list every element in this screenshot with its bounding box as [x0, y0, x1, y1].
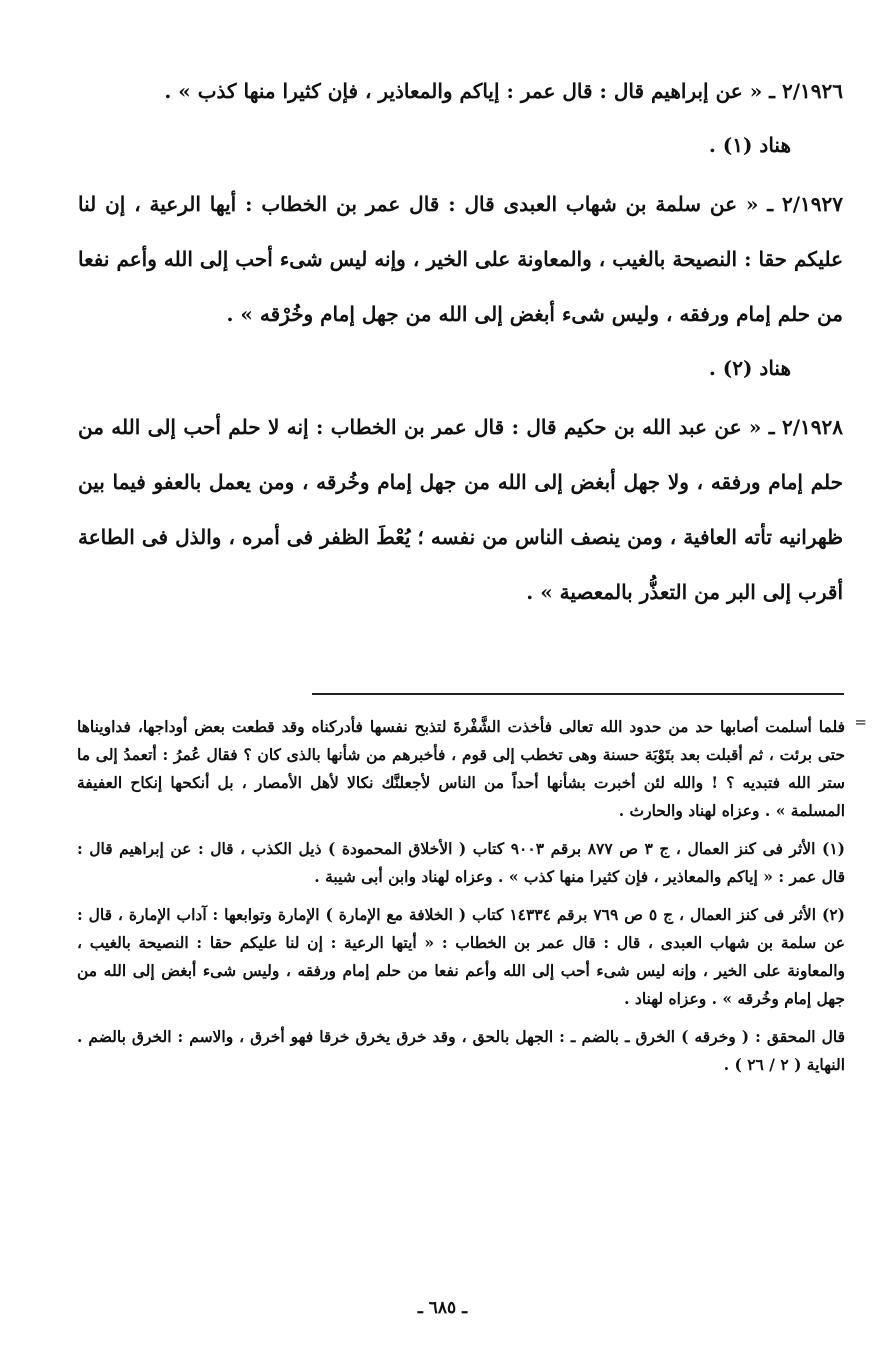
- footnotes: [77, 713, 867, 1079]
- editor-note: قال المحقق : ( وخرقه ) الخرق ـ بالضم ـ : الجهل بالحق ، وقد خرق يخرق خرقا فهو أخرق ، والاسم : الخرق بالضم . النهاية ( ٢ / ٢٦ ) .: [77, 1027, 845, 1074]
- hadith-entry-1928: ٢/١٩٢٨ ـ « عن عبد الله بن حكيم قال : قال عمر بن الخطاب : إنه لا حلم أحب إلى الله من حلم إمام ورفقه ، ولا جهل أبغض إلى الله من جهل إمام وخُرقه ، ومن يعمل بالعفو فيما بين ظهرانيه تأته العافية ، ومن ينصف الناس من نفسه ؛ يُعْطَ الظفر فى أمره ، والذل فى الطاعة أقرب إلى البر من التعذُّر بالمعصية » .: [78, 415, 843, 604]
- source-attribution-2: هناد (٢) .: [708, 356, 791, 380]
- footnote-1: (١) الأثر فى كنز العمال ، ج ٣ ص ٨٧٧ برقم ٩٠٠٣ كتاب ( الأخلاق المحمودة ) ذيل الكذب ، قال : عن إبراهيم قال : قال عمر : « إياكم والمعاذير ، فإن كثيرا منها كذب » . وعزاه لهناد وابن أبى شيبة .: [77, 839, 845, 886]
- source-attribution-1: هناد (١) .: [708, 133, 791, 157]
- hadith-entry-1926: ٢/١٩٢٦ ـ « عن إبراهيم قال : قال عمر : إياكم والمعاذير ، فإن كثيرا منها كذب » .: [164, 79, 843, 103]
- footnote-2: (٢) الأثر فى كنز العمال ، ج ٥ ص ٧٦٩ برقم ١٤٣٣٤ كتاب ( الخلافة مع الإمارة ) الإمارة وتوابعها : آداب الإمارة ، قال : عن سلمة بن شهاب العبدى ، قال : قال عمر بن الخطاب : « أيتها الرعية : إن لنا عليكم حقا : النصيحة بالغيب ، والمعاونة على الخير ، وإنه ليس شىء أحب إلى الله وأعم نفعا من حلم إمام ورفقه ، وليس شىء أبغض إلى الله من جهل إمام وخُرقه » . وعزاه لهناد .: [77, 905, 845, 1008]
- main-text: [78, 58, 843, 620]
- continuation-mark: =: [854, 713, 867, 731]
- page-number: ـ ٦٨٥ ـ: [417, 1298, 468, 1318]
- footnote-separator: [312, 693, 844, 695]
- footnote-continuation: فلما أسلمت أصابها حد من حدود الله تعالى فأخذت الشَّفْرةَ لتذبح نفسها فأدركناه وقد قطعت بعض أوداجها، فداويناها حتى برئت ، ثم أقبلت بعد بتَوْبَة حسنة وهى تخطب إلى قوم ، فأخبرهم من شأنها بالذى كان ؟ فقال عُمرُ : أتعمدُ إلى ما ستر الله فتبديه ؟ ! والله لئن أخبرت بشأنها أحداً من الناس لأجعلنَّك نكالا لأهل الأمصار ، بل أنكحها إنكاح العفيفة المسلمة » . وعزاه لهناد والحارث .: [77, 717, 845, 820]
- hadith-entry-1927: ٢/١٩٢٧ ـ « عن سلمة بن شهاب العبدى قال : قال عمر بن الخطاب : أيها الرعية ، إن لنا عليكم حقا : النصيحة بالغيب ، والمعاونة على الخير ، وإنه ليس شىء أحب إلى الله وأعم نفعا من حلم إمام ورفقه ، وليس شىء أبغض إلى الله من جهل إمام وخُرْقه » .: [78, 192, 843, 326]
